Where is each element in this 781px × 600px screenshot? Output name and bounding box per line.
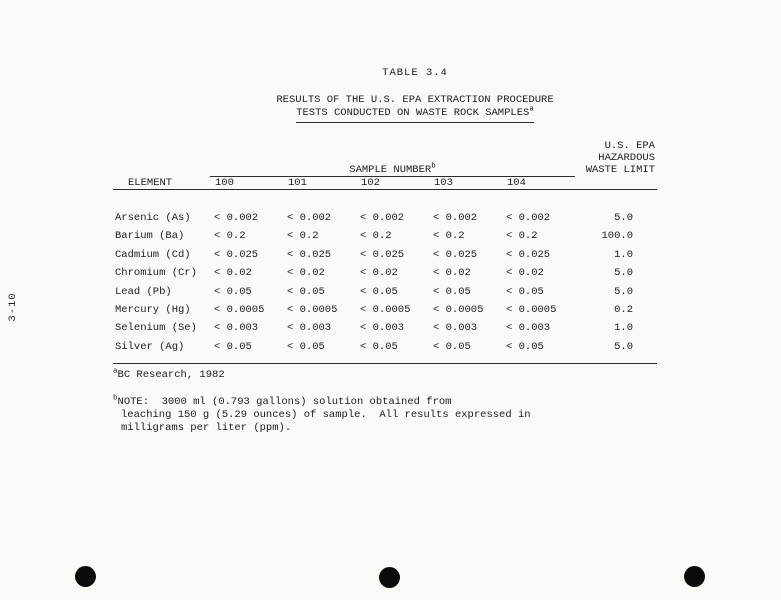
footnote-b-line2: leaching 150 g (5.29 ounces) of sample. All results expressed in xyxy=(121,409,531,422)
footnote-b xyxy=(113,396,531,436)
value-cell: < 0.003 xyxy=(506,322,551,335)
limit-header-line2: HAZARDOUS xyxy=(598,152,655,164)
element-header: ELEMENT xyxy=(128,177,173,189)
value-cell: < 0.05 xyxy=(360,340,398,353)
value-cell: < 0.0005 xyxy=(506,303,557,316)
column-header-102: 102 xyxy=(361,177,380,189)
limit-header-line3: WASTE LIMIT xyxy=(585,164,655,176)
column-header-103: 103 xyxy=(434,177,453,189)
limit-header-line1: U.S. EPA xyxy=(604,140,655,152)
value-cell: < 0.003 xyxy=(360,322,405,335)
table-title-line2: TESTS CONDUCTED ON WASTE ROCK SAMPLES$^a$ xyxy=(296,107,534,123)
value-cell: < 0.025 xyxy=(506,248,551,261)
column-header-104: 104 xyxy=(507,177,526,189)
table-body xyxy=(113,190,657,364)
element-cell: Silver (Ag) xyxy=(115,340,185,353)
element-cell: Barium (Ba) xyxy=(115,230,185,243)
sample-number-header: SAMPLE NUMBER$^b$ xyxy=(210,164,575,177)
table-row xyxy=(113,264,657,282)
footnote-b-line1: $^b$NOTE: 3000 ml (0.793 gallons) solution obtained from xyxy=(113,394,452,408)
limit-cell: 100.0 xyxy=(601,230,633,243)
table-row xyxy=(113,338,657,356)
value-cell: < 0.002 xyxy=(433,212,478,224)
value-cell: < 0.02 xyxy=(287,267,325,280)
value-cell: < 0.2 xyxy=(360,230,392,243)
table-row xyxy=(113,319,657,337)
value-cell: < 0.2 xyxy=(506,230,538,243)
value-cell: < 0.025 xyxy=(214,248,259,261)
value-cell: < 0.05 xyxy=(506,285,544,298)
value-cell: < 0.003 xyxy=(287,322,332,335)
limit-cell: 0.2 xyxy=(614,303,633,316)
column-numbers-row xyxy=(113,177,657,190)
header-line-2 xyxy=(113,152,657,164)
element-cell: Arsenic (As) xyxy=(115,212,191,224)
table-number: TABLE 3.4 xyxy=(382,67,448,79)
limit-cell: 1.0 xyxy=(614,248,633,261)
table-header xyxy=(113,140,657,190)
table-title-line1: RESULTS OF THE U.S. EPA EXTRACTION PROCEDURE xyxy=(276,94,554,106)
limit-cell: 5.0 xyxy=(614,267,633,280)
value-cell: < 0.05 xyxy=(214,285,252,298)
footnote-a-marker: a xyxy=(113,367,118,376)
value-cell: < 0.05 xyxy=(214,340,252,353)
value-cell: < 0.003 xyxy=(214,322,259,335)
table-row xyxy=(113,227,657,245)
value-cell: < 0.003 xyxy=(433,322,478,335)
value-cell: < 0.2 xyxy=(214,230,246,243)
punch-dot-right xyxy=(684,566,705,587)
value-cell: < 0.2 xyxy=(287,230,319,243)
value-cell: < 0.02 xyxy=(214,267,252,280)
value-cell: < 0.025 xyxy=(360,248,405,261)
limit-cell: 1.0 xyxy=(614,322,633,335)
value-cell: < 0.02 xyxy=(433,267,471,280)
value-cell: < 0.002 xyxy=(506,212,551,224)
value-cell: < 0.02 xyxy=(360,267,398,280)
value-cell: < 0.0005 xyxy=(360,303,411,316)
punch-dot-left xyxy=(75,566,96,587)
value-cell: < 0.002 xyxy=(287,212,332,224)
limit-cell: 5.0 xyxy=(614,340,633,353)
value-cell: < 0.02 xyxy=(506,267,544,280)
element-cell: Lead (Pb) xyxy=(115,285,172,298)
header-line-3 xyxy=(113,164,657,177)
results-table xyxy=(113,140,657,364)
footnote-b-marker: b xyxy=(113,394,118,403)
table-row xyxy=(113,209,657,227)
limit-cell: 5.0 xyxy=(614,285,633,298)
element-cell: Selenium (Se) xyxy=(115,322,197,335)
footnote-b-line3: milligrams per liter (ppm). xyxy=(121,422,292,435)
element-cell: Chromium (Cr) xyxy=(115,267,197,280)
value-cell: < 0.002 xyxy=(360,212,405,224)
page-number-vertical: 3-10 xyxy=(7,292,19,322)
value-cell: < 0.2 xyxy=(433,230,465,243)
footnote-a xyxy=(113,369,225,381)
value-cell: < 0.05 xyxy=(287,285,325,298)
value-cell: < 0.025 xyxy=(287,248,332,261)
value-cell: < 0.002 xyxy=(214,212,259,224)
header-line-1 xyxy=(113,140,657,152)
column-header-100: 100 xyxy=(215,177,234,189)
element-cell: Cadmium (Cd) xyxy=(115,248,191,261)
footnote-a-text: BC Research, 1982 xyxy=(117,369,225,381)
table-heading xyxy=(115,67,715,123)
value-cell: < 0.05 xyxy=(287,340,325,353)
table-row xyxy=(113,246,657,264)
value-cell: < 0.025 xyxy=(433,248,478,261)
title-footnote-marker: a xyxy=(529,105,534,114)
punch-dot-center xyxy=(379,567,400,588)
value-cell: < 0.0005 xyxy=(287,303,338,316)
value-cell: < 0.05 xyxy=(433,340,471,353)
sample-number-footnote-marker: b xyxy=(431,162,436,171)
value-cell: < 0.05 xyxy=(433,285,471,298)
column-header-101: 101 xyxy=(288,177,307,189)
table-row xyxy=(113,301,657,319)
value-cell: < 0.05 xyxy=(360,285,398,298)
element-cell: Mercury (Hg) xyxy=(115,303,191,316)
table-row xyxy=(113,283,657,301)
value-cell: < 0.0005 xyxy=(433,303,484,316)
value-cell: < 0.0005 xyxy=(214,303,265,316)
limit-cell: 5.0 xyxy=(614,212,633,224)
value-cell: < 0.05 xyxy=(506,340,544,353)
